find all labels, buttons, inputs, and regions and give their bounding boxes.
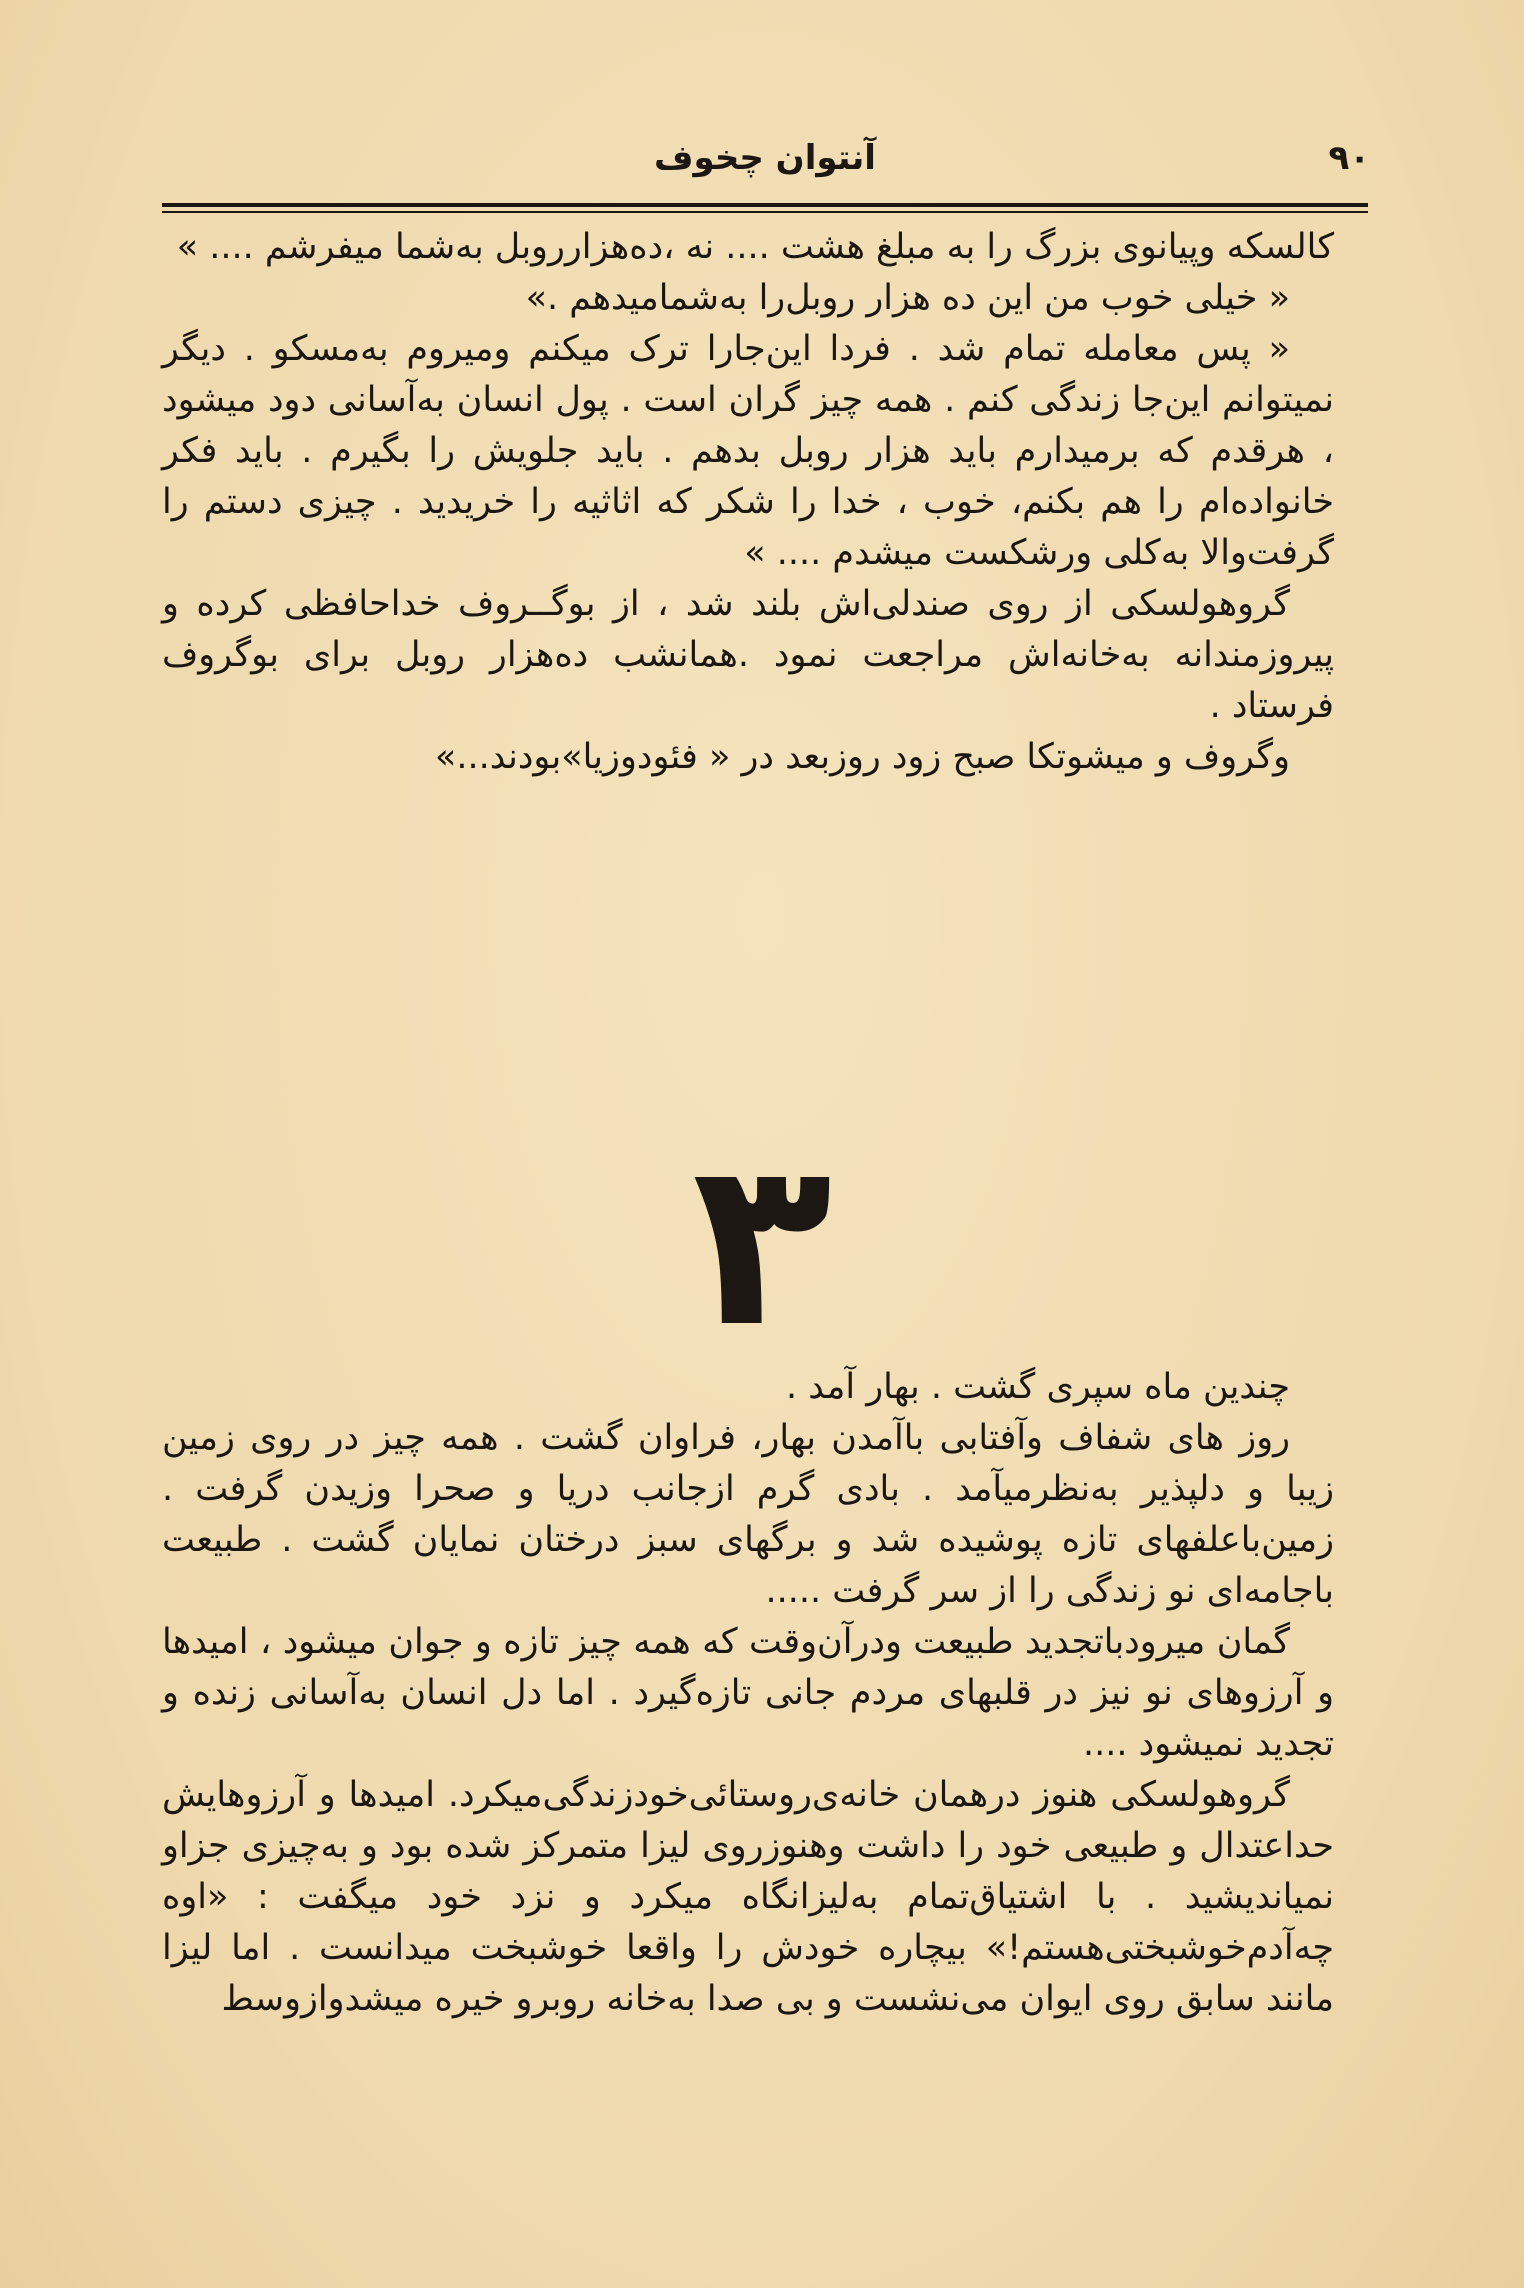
paragraph: گروهولسکی هنوز درهمان خانه‌ی‌روستائی‌خودزندگی‌میکرد. امیدها و آرزوهایش حداعتدال و طبیعی خود را داشت وهنوزروی لیزا متمرکز شده بود و به‌چیزی جزاو نمیاندیشید . با اشتیاق‌تمام به‌لیزانگاه میکرد و نزد خود میگفت : «اوه چه‌آدم‌خوشبختی‌هستم!» بیچاره خودش را واقعا خوشبخت میدانست . اما لیزا مانند سابق روی ایوان می‌نشست و بی صدا به‌خانه روبرو خیره میشدوازوسط	[162, 1775, 1334, 2019]
paragraph: چندین ماه سپری گشت . بهار آمد .	[786, 1367, 1290, 1407]
chapter-number: ۳	[691, 1111, 833, 1378]
header-rule-thick	[162, 203, 1368, 207]
paragraph: گروهولسکی از روی صندلی‌اش بلند شد ، از بوگــروف خداحافظی کرده و پیروزمندانه به‌خانه‌اش مراجعت نمود .همانشب ده‌هزار روبل برای بوگروف فرستاد .	[162, 584, 1334, 726]
paragraph: وگروف و میشوتکا صبح زود روزبعد در « فئودوزیا»بودند...»	[434, 737, 1290, 777]
page-header	[160, 132, 1370, 192]
top-text-block	[162, 222, 1334, 783]
paragraph: « پس معامله تمام شد . فردا این‌جارا ترک میکنم ومیروم به‌مسکو . دیگر نمیتوانم این‌جا زندگی کنم . همه چیز گران است . پول انسان به‌آسانی دود میشود ، هرقدم که برمیدارم باید هزار روبل بدهم . باید جلویش را بگیرم . باید فکر خانواده‌ام را هم بکنم، خوب ، خدا را شکر که اثاثیه را خریدید . چیزی دستم را گرفت‌والا به‌کلی ورشکست میشدم .... »	[162, 329, 1334, 573]
paragraph: کالسکه وپیانوی بزرگ را به مبلغ هشت .... نه ،ده‌هزارروبل به‌شما میفرشم .... »	[176, 227, 1334, 267]
paragraph: « خیلی خوب من این ده هزار روبل‌را به‌شمامیدهم .»	[525, 278, 1290, 318]
page-number: ۹۰	[1328, 138, 1370, 178]
header-rule-thin	[162, 211, 1368, 213]
running-title: آنتوان چخوف	[654, 138, 876, 178]
paragraph: گمان میرودباتجدید طبیعت ودرآن‌وقت که همه چیز تازه و جوان میشود ، امیدها و آرزوهای نو نیز در قلبهای مردم جانی تازه‌گیرد . اما دل انسان به‌آسانی زنده و تجدید نمیشود ....	[162, 1622, 1334, 1764]
bottom-text-block	[162, 1362, 1334, 2025]
paragraph: روز های شفاف وآفتابی باآمدن بهار، فراوان گشت . همه چیز در روی زمین زیبا و دلپذیر به‌نظرمیآمد . بادی گرم ازجانب دریا و صحرا وزیدن گرفت . زمین‌باعلفهای تازه پوشیده شد و برگهای سبز درختان نمایان گشت . طبیعت باجامه‌ای نو زندگی را از سر گرفت .....	[162, 1418, 1334, 1611]
